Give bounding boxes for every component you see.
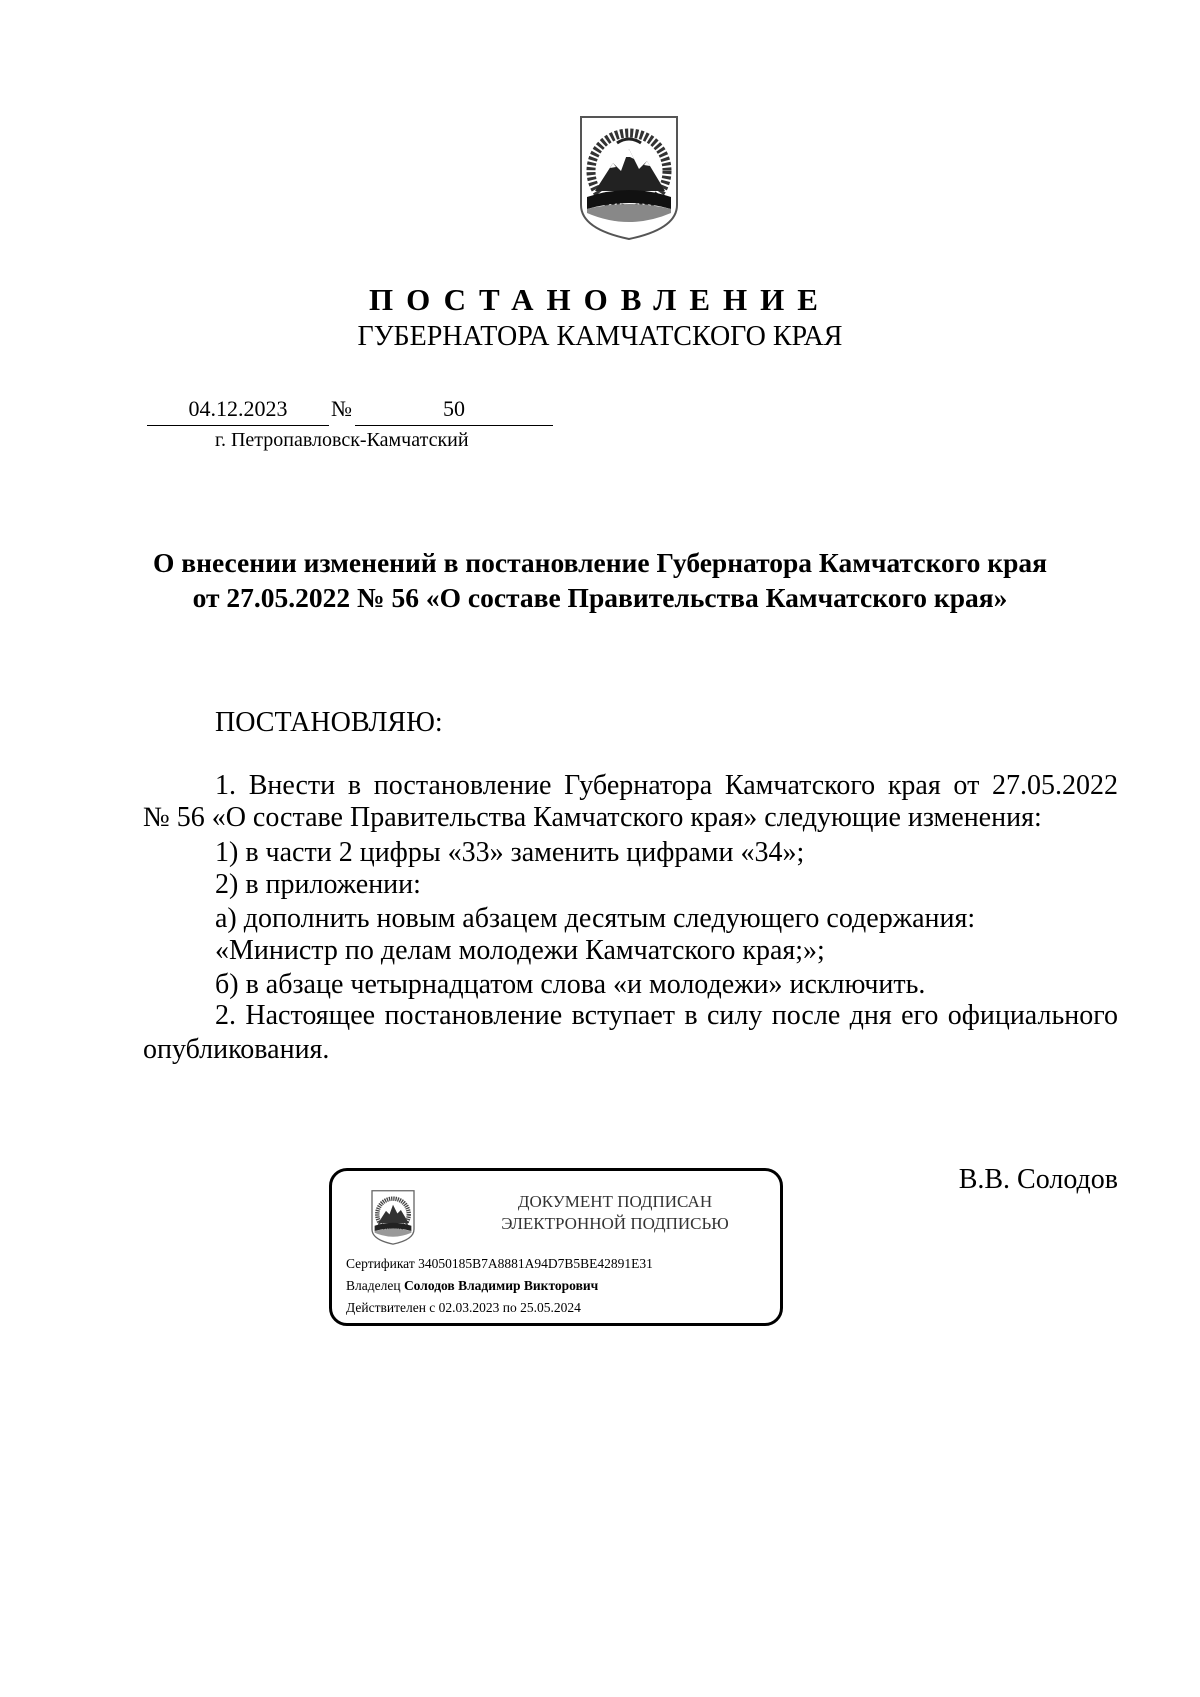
valid-to: 25.05.2024 <box>520 1300 581 1315</box>
document-number: 50 <box>443 396 465 421</box>
valid-to-label: по <box>502 1300 517 1315</box>
document-type: ПОСТАНОВЛЕНИЕ <box>369 282 831 317</box>
certificate-label: Сертификат <box>346 1256 415 1271</box>
signer-name: В.В. Солодов <box>958 1164 1118 1195</box>
paragraph-quote: «Министр по делам молодежи Камчатского края;»; <box>215 935 825 966</box>
stamp-owner <box>346 1277 598 1295</box>
stamp-certificate <box>346 1255 653 1273</box>
stamp-heading-line-2: ЭЛЕКТРОННОЙ ПОДПИСЬЮ <box>501 1214 729 1233</box>
paragraph-1-line-2: № 56 «О составе Правительства Камчатского края» следующие изменения: <box>143 802 1042 833</box>
electronic-signature-stamp <box>329 1168 783 1326</box>
paragraph-2-line-1: 2. Настоящее постановление вступает в силу после дня его официального <box>215 1000 1118 1031</box>
kamchatka-coat-of-arms-icon <box>577 113 681 241</box>
issuer-name: ГУБЕРНАТОРА КАМЧАТСКОГО КРАЯ <box>357 321 843 352</box>
stamp-validity <box>346 1299 581 1317</box>
valid-from: 02.03.2023 <box>438 1300 500 1315</box>
certificate-value: 34050185B7A8881A94D7B5BE42891E31 <box>418 1256 653 1271</box>
kamchatka-coat-of-arms-icon <box>370 1189 416 1245</box>
paragraph-2-line-2: опубликования. <box>143 1034 330 1065</box>
title-line-1: О внесении изменений в постановление Губернатора Камчатского края <box>153 547 1047 578</box>
valid-label: Действителен с <box>346 1300 436 1315</box>
paragraph-item-a: а) дополнить новым абзацем десятым следующего содержания: <box>215 903 976 934</box>
document-title <box>100 545 1100 615</box>
paragraph-item-b: б) в абзаце четырнадцатом слова «и молодежи» исключить. <box>215 969 926 1000</box>
paragraph-item-1: 1) в части 2 цифры «33» заменить цифрами «34»; <box>215 837 805 868</box>
city: г. Петропавловск-Камчатский <box>215 429 469 451</box>
number-sign: № <box>331 396 352 421</box>
stamp-heading-line-1: ДОКУМЕНТ ПОДПИСАН <box>517 1192 713 1211</box>
owner-value: Солодов Владимир Викторович <box>403 1278 599 1293</box>
owner-label: Владелец <box>346 1278 401 1293</box>
paragraph-1-line-1: 1. Внести в постановление Губернатора Камчатского края от 27.05.2022 <box>215 770 1118 801</box>
decree-word: ПОСТАНОВЛЯЮ: <box>215 707 443 738</box>
paragraph-item-2: 2) в приложении: <box>215 869 421 900</box>
document-date: 04.12.2023 <box>188 396 288 421</box>
title-line-2: от 27.05.2022 № 56 «О составе Правительства Камчатского края» <box>192 582 1008 613</box>
